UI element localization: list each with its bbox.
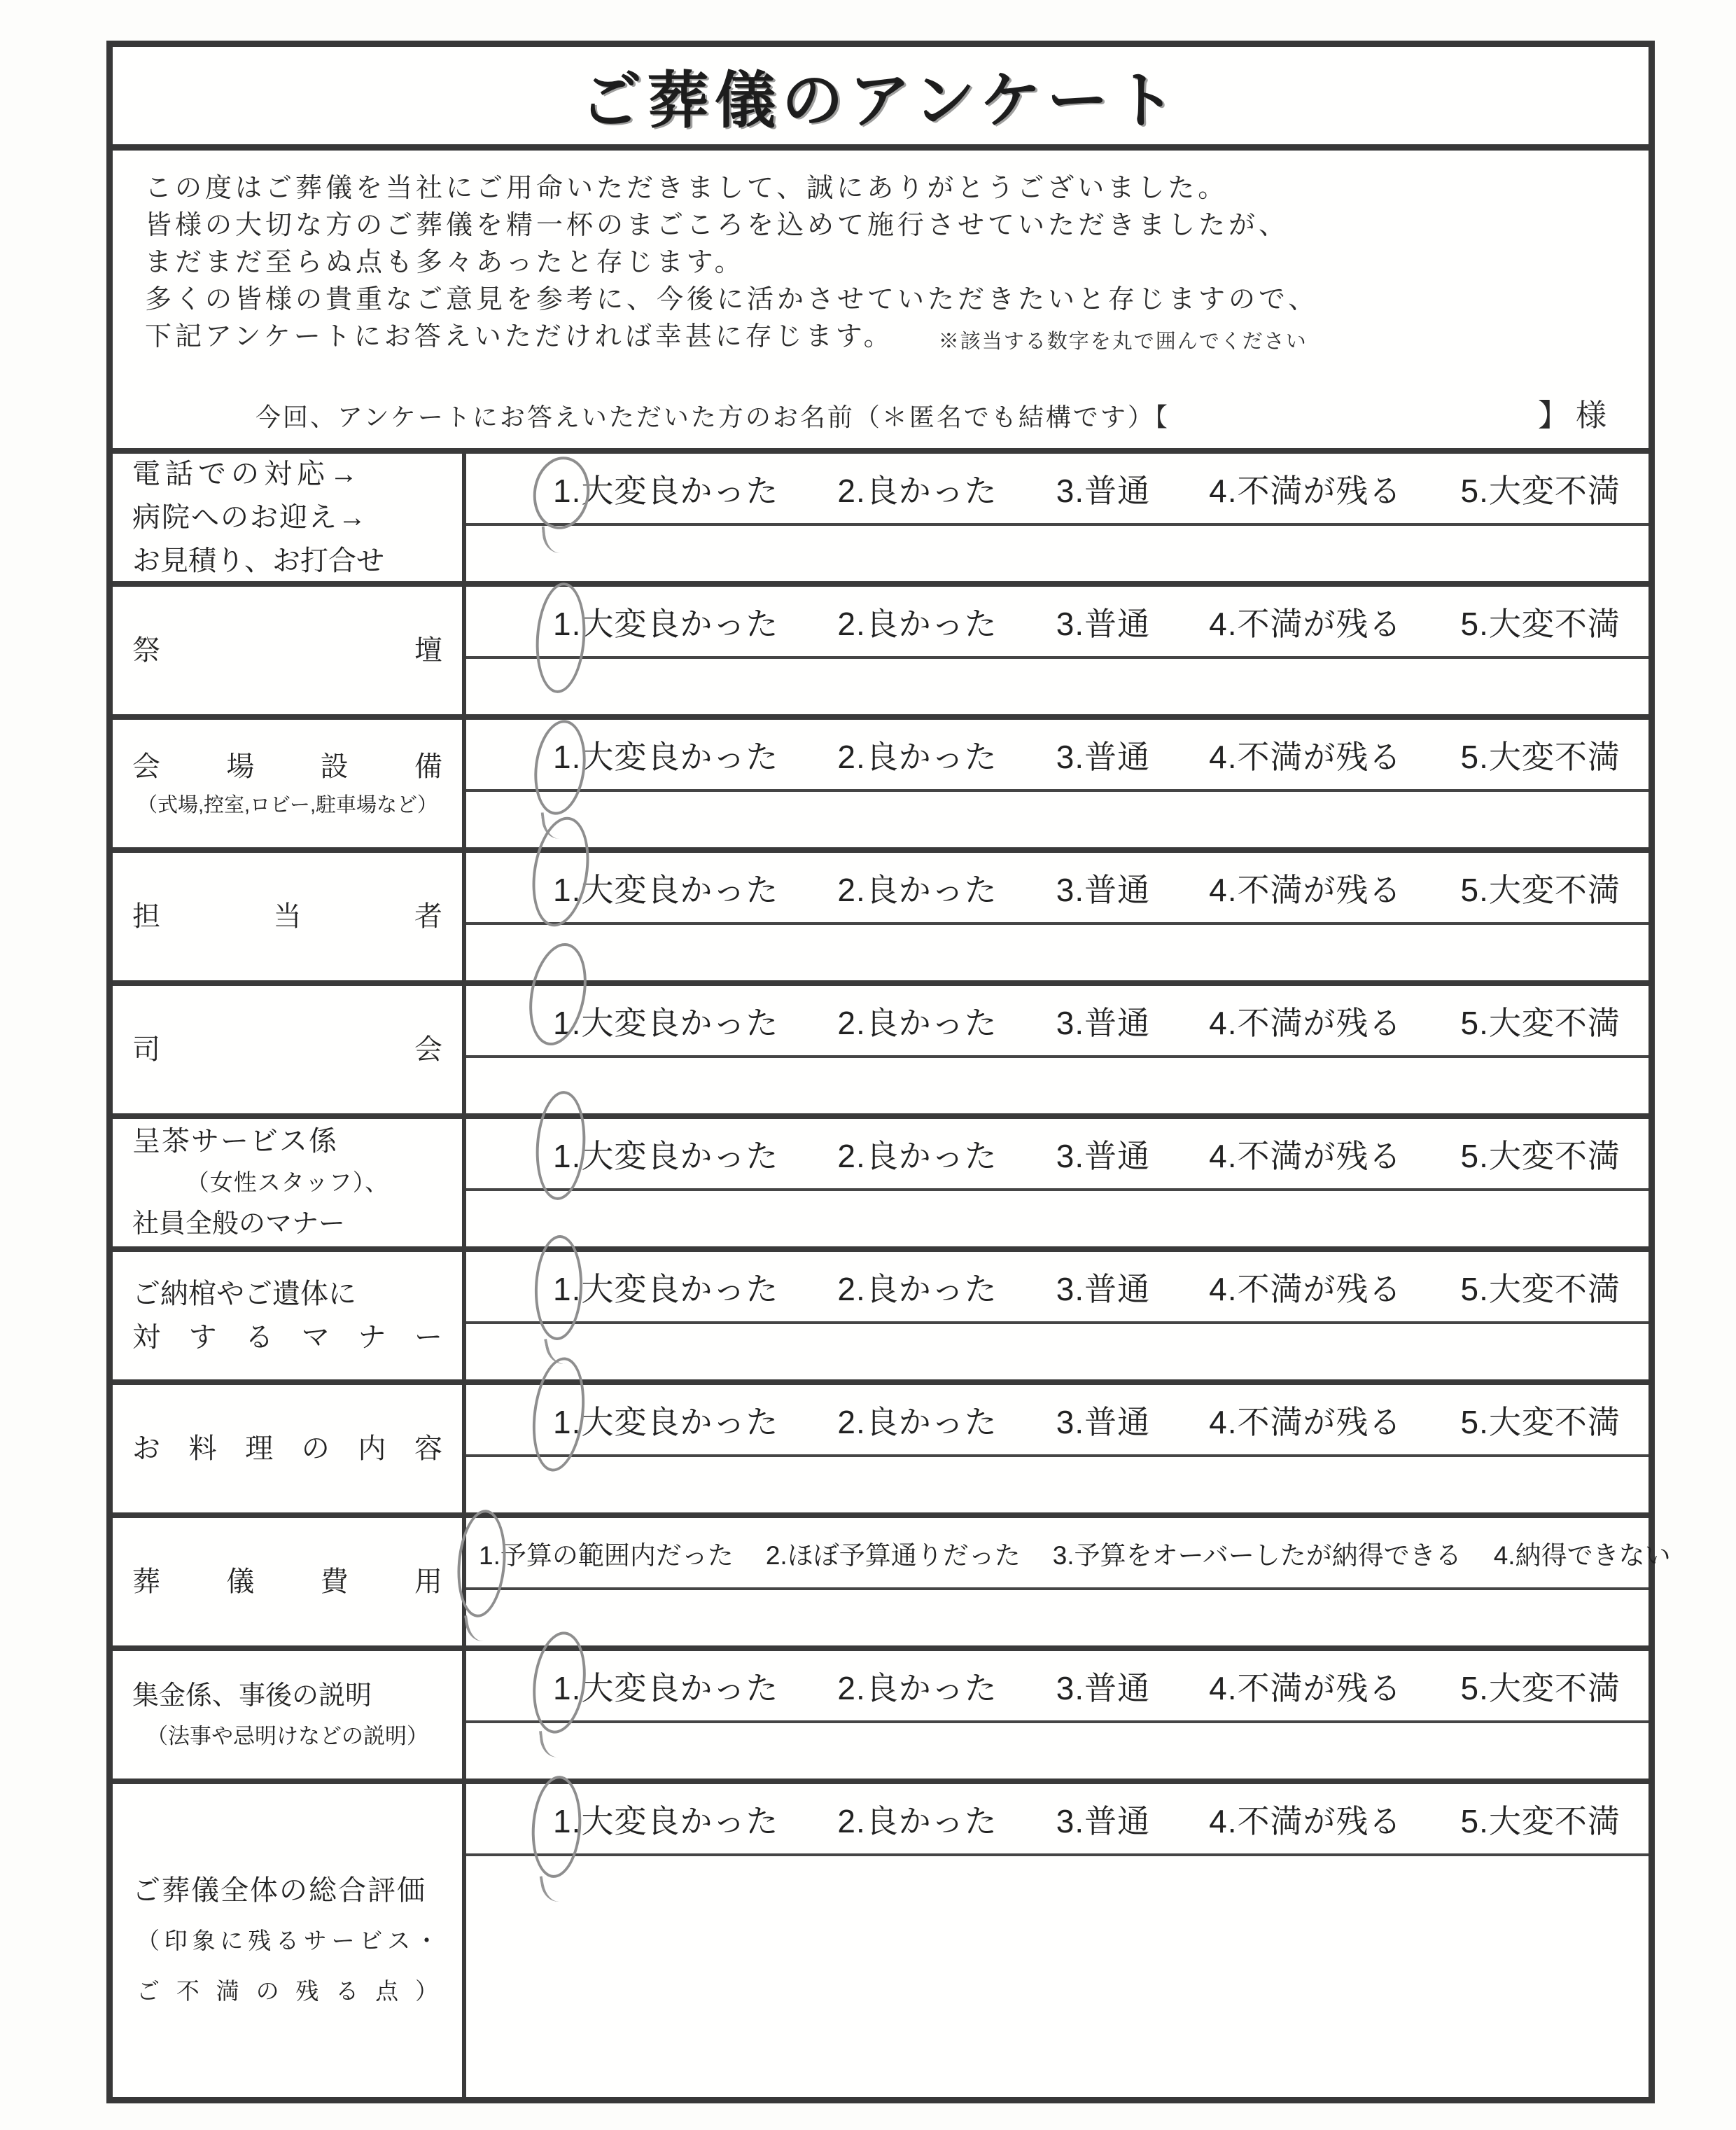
- instruction-note: ※該当する数字を丸で囲んでください: [938, 330, 1308, 353]
- respondent-name-line: [255, 390, 1614, 435]
- row-options: [466, 1252, 1648, 1379]
- rating-option: 2.良かった: [837, 1137, 997, 1174]
- rating-option: 5.大変不満: [1460, 472, 1620, 509]
- rating-option: 2.良かった: [837, 1802, 997, 1839]
- rating-option: 4.不満が残る: [1209, 472, 1402, 509]
- rating-option: 2.良かった: [837, 1004, 997, 1041]
- page-title: ご葬儀のアンケート: [580, 65, 1182, 135]
- rating-option: 4.不満が残る: [1209, 1270, 1402, 1307]
- table-row: [113, 1512, 1671, 1645]
- table-row: [113, 1645, 1648, 1779]
- row-label: 集金係、事後の説明 （法事や忌明けなどの説明）: [113, 1651, 466, 1779]
- row-options: [466, 454, 1648, 581]
- rating-option: 3.予算をオーバーしたが納得できる: [1052, 1540, 1462, 1570]
- rating-option: 1.大変良かった: [553, 1669, 779, 1706]
- rating-option: 5.大変不満: [1460, 1403, 1620, 1440]
- rating-option: 1.大変良かった: [553, 1004, 779, 1041]
- rating-option: 1.大変良かった: [553, 1270, 779, 1307]
- rating-option: 1.大変良かった: [553, 472, 779, 509]
- rating-option: 5.大変不満: [1460, 1669, 1620, 1706]
- row-label: 祭壇: [113, 587, 466, 714]
- title-box: [113, 47, 1648, 151]
- rating-option: 2.良かった: [837, 605, 997, 642]
- intro-line-text: 下記アンケートにお答えいただければ幸甚に存じます。: [145, 322, 894, 351]
- rating-option: 3.普通: [1056, 605, 1151, 642]
- rating-option: 3.普通: [1056, 1137, 1151, 1174]
- rating-option: 1.大変良かった: [553, 605, 779, 642]
- comment-area: [466, 1723, 1648, 1779]
- rating-option: 5.大変不満: [1460, 1137, 1620, 1174]
- rating-option: 2.良かった: [837, 1270, 997, 1307]
- rating-option: 1.予算の範囲内だった: [479, 1540, 734, 1570]
- rating-option: 1.大変良かった: [553, 738, 779, 775]
- comment-area: [466, 1856, 1648, 2097]
- rating-option: 2.良かった: [837, 738, 997, 775]
- rating-option: 1.大変良かった: [553, 1137, 779, 1174]
- rating-option: 3.普通: [1056, 1004, 1151, 1041]
- row-options: [466, 1784, 1648, 2097]
- row-options: [466, 1119, 1648, 1246]
- rating-option: 2.良かった: [837, 1669, 997, 1706]
- intro-line: 皆様の大切な方のご葬儀を精一杯のまごころを込めて施行させていただきましたが、: [145, 211, 1289, 240]
- table-row: [113, 1779, 1648, 2097]
- rating-option: 2.ほぼ予算通りだった: [765, 1540, 1021, 1570]
- intro-line: まだまだ至らぬ点も多々あったと存じます。: [145, 248, 745, 277]
- table-row: [113, 714, 1648, 847]
- comment-area: [466, 526, 1648, 581]
- intro-line: この度はご葬儀を当社にご用命いただきまして、誠にありがとうございました。: [145, 174, 1228, 203]
- rating-option: 3.普通: [1056, 871, 1151, 908]
- row-label: 担当者: [113, 853, 466, 980]
- comment-area: [466, 1457, 1648, 1512]
- rating-option: 4.不満が残る: [1209, 1669, 1402, 1706]
- rating-option: 4.不満が残る: [1209, 871, 1402, 908]
- name-suffix: 】様: [1538, 398, 1614, 433]
- row-options: [466, 1651, 1648, 1779]
- intro-line: [145, 319, 1623, 358]
- rating-option: 4.不満が残る: [1209, 738, 1402, 775]
- table-row: [113, 980, 1648, 1113]
- rating-option: 4.不満が残る: [1209, 1137, 1402, 1174]
- rating-option: 4.不満が残る: [1209, 1403, 1402, 1440]
- row-label: 会場設備 （式場,控室,ロビー,駐車場など）: [113, 720, 466, 847]
- rating-option: 3.普通: [1056, 1403, 1151, 1440]
- rating-option: 1.大変良かった: [553, 1802, 779, 1839]
- comment-area: [466, 1324, 1648, 1379]
- rating-option: 3.普通: [1056, 738, 1151, 775]
- rating-option: 3.普通: [1056, 472, 1151, 509]
- rating-option: 2.良かった: [837, 871, 997, 908]
- table-row: [113, 1246, 1648, 1379]
- row-options: [466, 1518, 1671, 1645]
- row-options: [466, 1385, 1648, 1512]
- row-label: 葬儀費用: [113, 1518, 466, 1645]
- survey-table: [113, 448, 1671, 2097]
- rating-option: 2.良かった: [837, 1403, 997, 1440]
- rating-option: 4.不満が残る: [1209, 605, 1402, 642]
- rating-option: 3.普通: [1056, 1669, 1151, 1706]
- row-label: 電話での対応→ 病院へのお迎え→ お見積り、お打合せ: [113, 454, 466, 581]
- name-prompt: 今回、アンケートにお答えいただいた方のお名前（＊匿名でも結構です）【: [255, 403, 1170, 431]
- row-label: ご納棺やご遺体に 対するマナー: [113, 1252, 466, 1379]
- rating-option: 2.良かった: [837, 472, 997, 509]
- rating-option: 1.大変良かった: [553, 871, 779, 908]
- row-options: [466, 587, 1648, 714]
- rating-option: 5.大変不満: [1460, 871, 1620, 908]
- rating-option: 3.普通: [1056, 1802, 1151, 1839]
- comment-area: [466, 792, 1648, 847]
- row-options: [466, 986, 1648, 1113]
- rating-option: 5.大変不満: [1460, 738, 1620, 775]
- table-row: [113, 847, 1648, 980]
- rating-option: 3.普通: [1056, 1270, 1151, 1307]
- row-label: 司会: [113, 986, 466, 1113]
- comment-area: [466, 1058, 1648, 1113]
- rating-option: 5.大変不満: [1460, 605, 1620, 642]
- rating-option: 5.大変不満: [1460, 1004, 1620, 1041]
- row-options: [466, 720, 1648, 847]
- intro-line: 多くの皆様の貴重なご意見を参考に、今後に活かさせていただきたいと存じますので、: [145, 285, 1319, 314]
- row-label: お料理の内容: [113, 1385, 466, 1512]
- row-label: 呈茶サービス係 （女性スタッフ）、 社員全般のマナー: [113, 1119, 466, 1246]
- table-row: [113, 1379, 1648, 1512]
- comment-area: [466, 659, 1648, 714]
- rating-option: 4.納得できない: [1493, 1540, 1671, 1570]
- comment-area: [466, 1191, 1648, 1246]
- intro-section: [113, 151, 1648, 435]
- comment-area: [466, 1590, 1648, 1645]
- row-options: [466, 853, 1648, 980]
- table-row: [113, 1113, 1648, 1246]
- row-label: ご葬儀全体の総合評価 （印象に残るサービス・ ご不満の残る点）: [113, 1784, 466, 2097]
- comment-area: [466, 925, 1648, 980]
- table-row: [113, 581, 1648, 714]
- rating-option: 4.不満が残る: [1209, 1802, 1402, 1839]
- rating-option: 4.不満が残る: [1209, 1004, 1402, 1041]
- rating-option: 1.大変良かった: [553, 1403, 779, 1440]
- survey-form: [106, 41, 1671, 2103]
- rating-option: 5.大変不満: [1460, 1802, 1620, 1839]
- table-row: [113, 448, 1648, 581]
- rating-option: 5.大変不満: [1460, 1270, 1620, 1307]
